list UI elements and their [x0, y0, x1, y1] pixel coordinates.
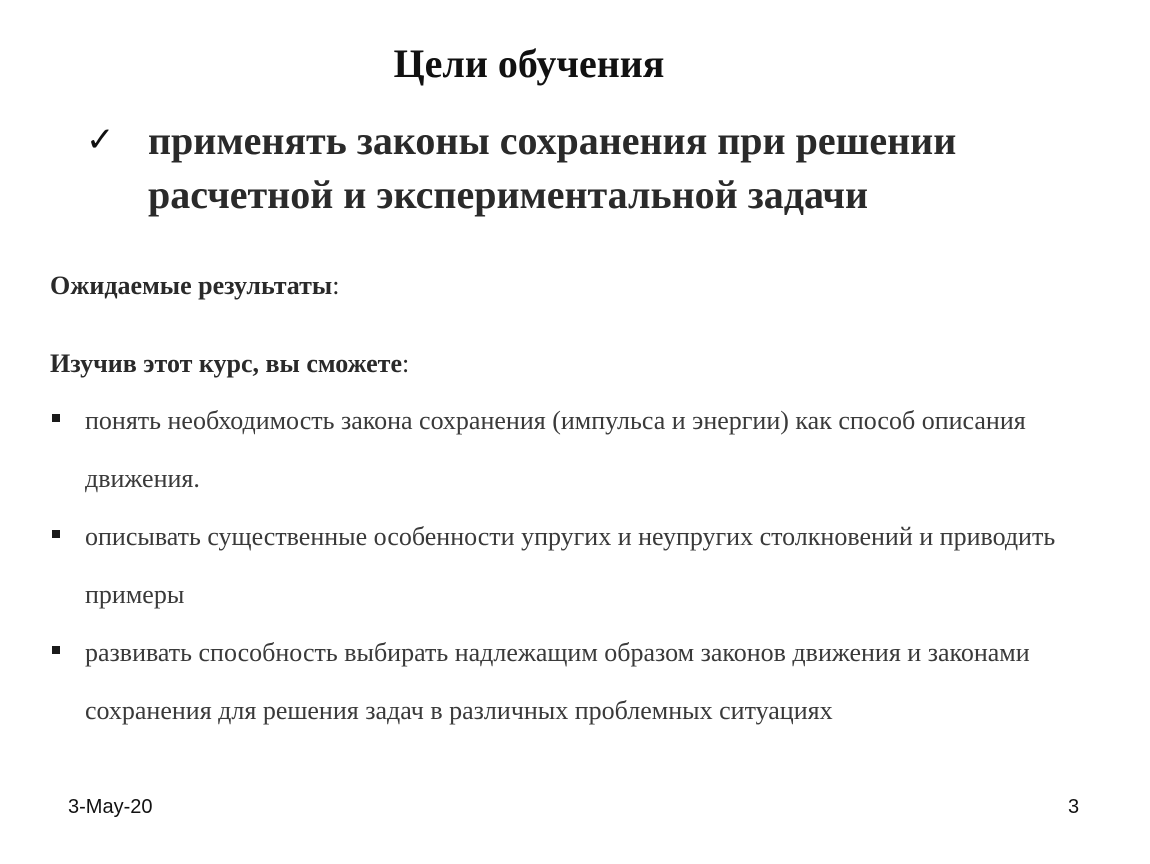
page-number: 3: [1068, 796, 1080, 818]
square-bullet-icon: [52, 530, 60, 538]
course-intro-colon: :: [401, 349, 410, 378]
slide-title: Цели обучения: [393, 41, 665, 86]
outcome-text: понять необходимость закона сохранения (импульса и энергии) как способ описания движения.: [85, 406, 1026, 493]
outcome-item: [50, 508, 1120, 624]
square-bullet-icon: [52, 414, 60, 422]
expected-results-label: [50, 270, 339, 302]
course-intro-label: [50, 348, 409, 380]
expected-results-heading: Ожидаемые результаты: [50, 271, 333, 300]
course-intro-heading: Изучив этот курс, вы сможете: [50, 349, 402, 378]
goal-text: применять законы сохранения при решении расчетной и экспериментальной задачи: [148, 118, 957, 217]
checkmark-icon: ✓: [86, 120, 115, 160]
square-bullet-icon: [52, 646, 60, 654]
footer-date: 3-May-20: [68, 796, 153, 818]
learning-goal: [86, 114, 1126, 222]
outcome-text: описывать существенные особенности упругих и неупругих столкновений и приводить примеры: [85, 522, 1056, 609]
expected-results-colon: :: [332, 271, 340, 300]
outcome-item: [50, 392, 1120, 508]
outcome-item: [50, 624, 1120, 740]
outcome-text: развивать способность выбирать надлежащим образом законов движения и законами сохранения для решения задач в различных проблемных ситуациях: [85, 638, 1030, 725]
outcomes-list: [50, 392, 1120, 740]
